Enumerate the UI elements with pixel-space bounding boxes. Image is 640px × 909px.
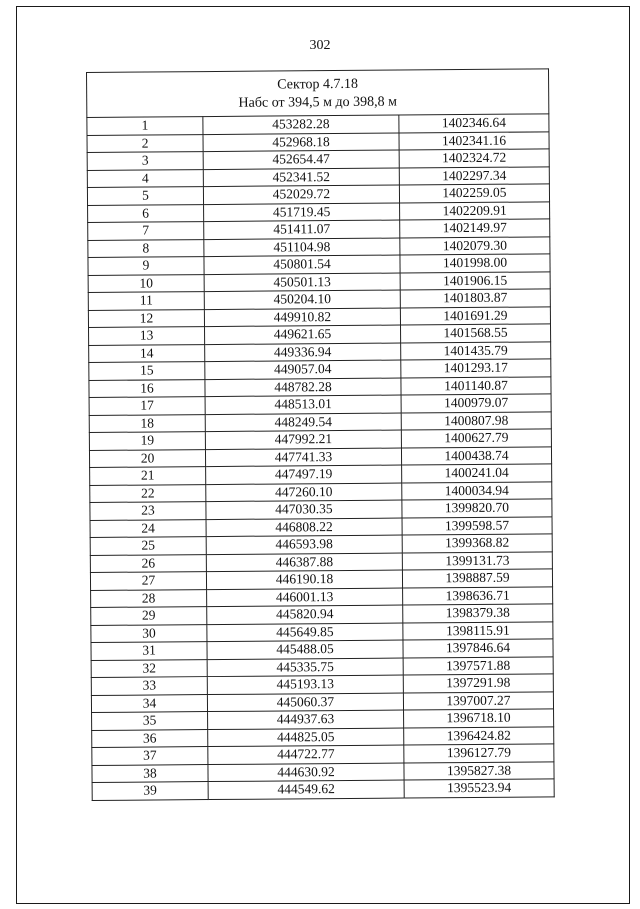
x-coordinate-cell: 446808.22 bbox=[206, 518, 402, 537]
x-coordinate-cell: 447030.35 bbox=[206, 500, 402, 519]
x-coordinate-cell: 452654.47 bbox=[203, 150, 399, 169]
point-number-cell: 20 bbox=[89, 449, 205, 467]
y-coordinate-cell: 1396718.10 bbox=[404, 709, 554, 728]
y-coordinate-cell: 1400034.94 bbox=[402, 481, 552, 500]
x-coordinate-cell: 448249.54 bbox=[205, 413, 401, 432]
point-number-cell: 1 bbox=[87, 117, 203, 135]
height-range: Набс от 394,5 м до 398,8 м bbox=[238, 94, 398, 111]
y-coordinate-cell: 1400807.98 bbox=[401, 411, 551, 430]
x-coordinate-cell: 445488.05 bbox=[207, 640, 403, 659]
y-coordinate-cell: 1399598.57 bbox=[402, 516, 552, 535]
y-coordinate-cell: 1397291.98 bbox=[403, 674, 553, 693]
x-coordinate-cell: 444549.62 bbox=[208, 780, 404, 799]
x-coordinate-cell: 451104.98 bbox=[204, 238, 400, 257]
point-number-cell: 39 bbox=[92, 782, 208, 800]
point-number-cell: 26 bbox=[90, 554, 206, 572]
x-coordinate-cell: 449621.65 bbox=[205, 325, 401, 344]
x-coordinate-cell: 451411.07 bbox=[204, 220, 400, 239]
point-number-cell: 17 bbox=[89, 397, 205, 415]
x-coordinate-cell: 445193.13 bbox=[207, 675, 403, 694]
point-number-cell: 4 bbox=[87, 169, 203, 187]
coordinates-table bbox=[86, 68, 555, 800]
x-coordinate-cell: 449910.82 bbox=[204, 308, 400, 327]
y-coordinate-cell: 1396127.79 bbox=[404, 744, 554, 763]
x-coordinate-cell: 447741.33 bbox=[205, 448, 401, 467]
x-coordinate-cell: 452968.18 bbox=[203, 133, 399, 152]
y-coordinate-cell: 1402341.16 bbox=[399, 131, 549, 150]
point-number-cell: 18 bbox=[89, 414, 205, 432]
point-number-cell: 8 bbox=[88, 239, 204, 257]
sector-title: Сектор 4.7.18 bbox=[277, 76, 359, 93]
point-number-cell: 5 bbox=[87, 187, 203, 205]
y-coordinate-cell: 1402259.05 bbox=[399, 184, 549, 203]
y-coordinate-cell: 1402324.72 bbox=[399, 149, 549, 168]
point-number-cell: 27 bbox=[90, 572, 206, 590]
point-number-cell: 19 bbox=[89, 432, 205, 450]
y-coordinate-cell: 1402297.34 bbox=[399, 166, 549, 185]
x-coordinate-cell: 445335.75 bbox=[207, 658, 403, 677]
point-number-cell: 23 bbox=[90, 502, 206, 520]
y-coordinate-cell: 1401435.79 bbox=[401, 341, 551, 360]
page-number: 302 bbox=[309, 38, 331, 53]
y-coordinate-cell: 1400438.74 bbox=[401, 446, 551, 465]
y-coordinate-cell: 1402346.64 bbox=[399, 114, 549, 133]
point-number-cell: 12 bbox=[88, 309, 204, 327]
x-coordinate-cell: 449057.04 bbox=[205, 360, 401, 379]
x-coordinate-cell: 446593.98 bbox=[206, 535, 402, 554]
y-coordinate-cell: 1395523.94 bbox=[404, 779, 554, 798]
y-coordinate-cell: 1397846.64 bbox=[403, 639, 553, 658]
point-number-cell: 14 bbox=[89, 344, 205, 362]
x-coordinate-cell: 446387.88 bbox=[206, 553, 402, 572]
x-coordinate-cell: 448513.01 bbox=[205, 395, 401, 414]
x-coordinate-cell: 450801.54 bbox=[204, 255, 400, 274]
y-coordinate-cell: 1400979.07 bbox=[401, 394, 551, 413]
y-coordinate-cell: 1397571.88 bbox=[403, 656, 553, 675]
y-coordinate-cell: 1401998.00 bbox=[400, 254, 550, 273]
x-coordinate-cell: 453282.28 bbox=[203, 115, 399, 134]
point-number-cell: 33 bbox=[91, 677, 207, 695]
x-coordinate-cell: 444937.63 bbox=[208, 710, 404, 729]
x-coordinate-cell: 447992.21 bbox=[205, 430, 401, 449]
y-coordinate-cell: 1398379.38 bbox=[403, 604, 553, 623]
point-number-cell: 31 bbox=[91, 642, 207, 660]
point-number-cell: 30 bbox=[91, 624, 207, 642]
y-coordinate-cell: 1400627.79 bbox=[401, 429, 551, 448]
x-coordinate-cell: 444630.92 bbox=[208, 763, 404, 782]
point-number-cell: 36 bbox=[92, 729, 208, 747]
point-number-cell: 13 bbox=[89, 327, 205, 345]
y-coordinate-cell: 1401568.55 bbox=[400, 324, 550, 343]
y-coordinate-cell: 1401140.87 bbox=[401, 376, 551, 395]
point-number-cell: 34 bbox=[91, 694, 207, 712]
y-coordinate-cell: 1399368.82 bbox=[402, 534, 552, 553]
point-number-cell: 32 bbox=[91, 659, 207, 677]
y-coordinate-cell: 1401691.29 bbox=[400, 306, 550, 325]
x-coordinate-cell: 450501.13 bbox=[204, 273, 400, 292]
point-number-cell: 28 bbox=[91, 589, 207, 607]
point-number-cell: 10 bbox=[88, 274, 204, 292]
point-number-cell: 37 bbox=[92, 747, 208, 765]
point-number-cell: 16 bbox=[89, 379, 205, 397]
y-coordinate-cell: 1398636.71 bbox=[403, 586, 553, 605]
y-coordinate-cell: 1402209.91 bbox=[400, 201, 550, 220]
y-coordinate-cell: 1402149.97 bbox=[400, 219, 550, 238]
point-number-cell: 22 bbox=[90, 484, 206, 502]
y-coordinate-cell: 1395827.38 bbox=[404, 761, 554, 780]
y-coordinate-cell: 1396424.82 bbox=[404, 726, 554, 745]
point-number-cell: 29 bbox=[91, 607, 207, 625]
table-header-row bbox=[87, 69, 549, 118]
point-number-cell: 9 bbox=[88, 257, 204, 275]
y-coordinate-cell: 1402079.30 bbox=[400, 236, 550, 255]
point-number-cell: 3 bbox=[87, 152, 203, 170]
y-coordinate-cell: 1398887.59 bbox=[402, 569, 552, 588]
y-coordinate-cell: 1399131.73 bbox=[402, 551, 552, 570]
table-header bbox=[87, 69, 549, 118]
point-number-cell: 11 bbox=[88, 292, 204, 310]
point-number-cell: 35 bbox=[92, 712, 208, 730]
x-coordinate-cell: 444722.77 bbox=[208, 745, 404, 764]
point-number-cell: 25 bbox=[90, 537, 206, 555]
x-coordinate-cell: 452029.72 bbox=[203, 185, 399, 204]
x-coordinate-cell: 445820.94 bbox=[207, 605, 403, 624]
x-coordinate-cell: 444825.05 bbox=[208, 728, 404, 747]
x-coordinate-cell: 447260.10 bbox=[206, 483, 402, 502]
y-coordinate-cell: 1399820.70 bbox=[402, 499, 552, 518]
x-coordinate-cell: 451719.45 bbox=[204, 203, 400, 222]
x-coordinate-cell: 445060.37 bbox=[207, 693, 403, 712]
y-coordinate-cell: 1401293.17 bbox=[401, 359, 551, 378]
point-number-cell: 6 bbox=[88, 204, 204, 222]
point-number-cell: 15 bbox=[89, 362, 205, 380]
x-coordinate-cell: 445649.85 bbox=[207, 623, 403, 642]
point-number-cell: 21 bbox=[90, 467, 206, 485]
x-coordinate-cell: 446190.18 bbox=[206, 570, 402, 589]
x-coordinate-cell: 449336.94 bbox=[205, 343, 401, 362]
x-coordinate-cell: 452341.52 bbox=[203, 168, 399, 187]
y-coordinate-cell: 1401906.15 bbox=[400, 271, 550, 290]
x-coordinate-cell: 448782.28 bbox=[205, 378, 401, 397]
y-coordinate-cell: 1401803.87 bbox=[400, 289, 550, 308]
x-coordinate-cell: 446001.13 bbox=[207, 588, 403, 607]
table-row bbox=[92, 779, 554, 800]
point-number-cell: 7 bbox=[88, 222, 204, 240]
point-number-cell: 38 bbox=[92, 764, 208, 782]
table-body bbox=[87, 114, 554, 800]
x-coordinate-cell: 447497.19 bbox=[206, 465, 402, 484]
x-coordinate-cell: 450204.10 bbox=[204, 290, 400, 309]
point-number-cell: 24 bbox=[90, 519, 206, 537]
y-coordinate-cell: 1397007.27 bbox=[403, 691, 553, 710]
y-coordinate-cell: 1400241.04 bbox=[402, 464, 552, 483]
y-coordinate-cell: 1398115.91 bbox=[403, 621, 553, 640]
point-number-cell: 2 bbox=[87, 134, 203, 152]
